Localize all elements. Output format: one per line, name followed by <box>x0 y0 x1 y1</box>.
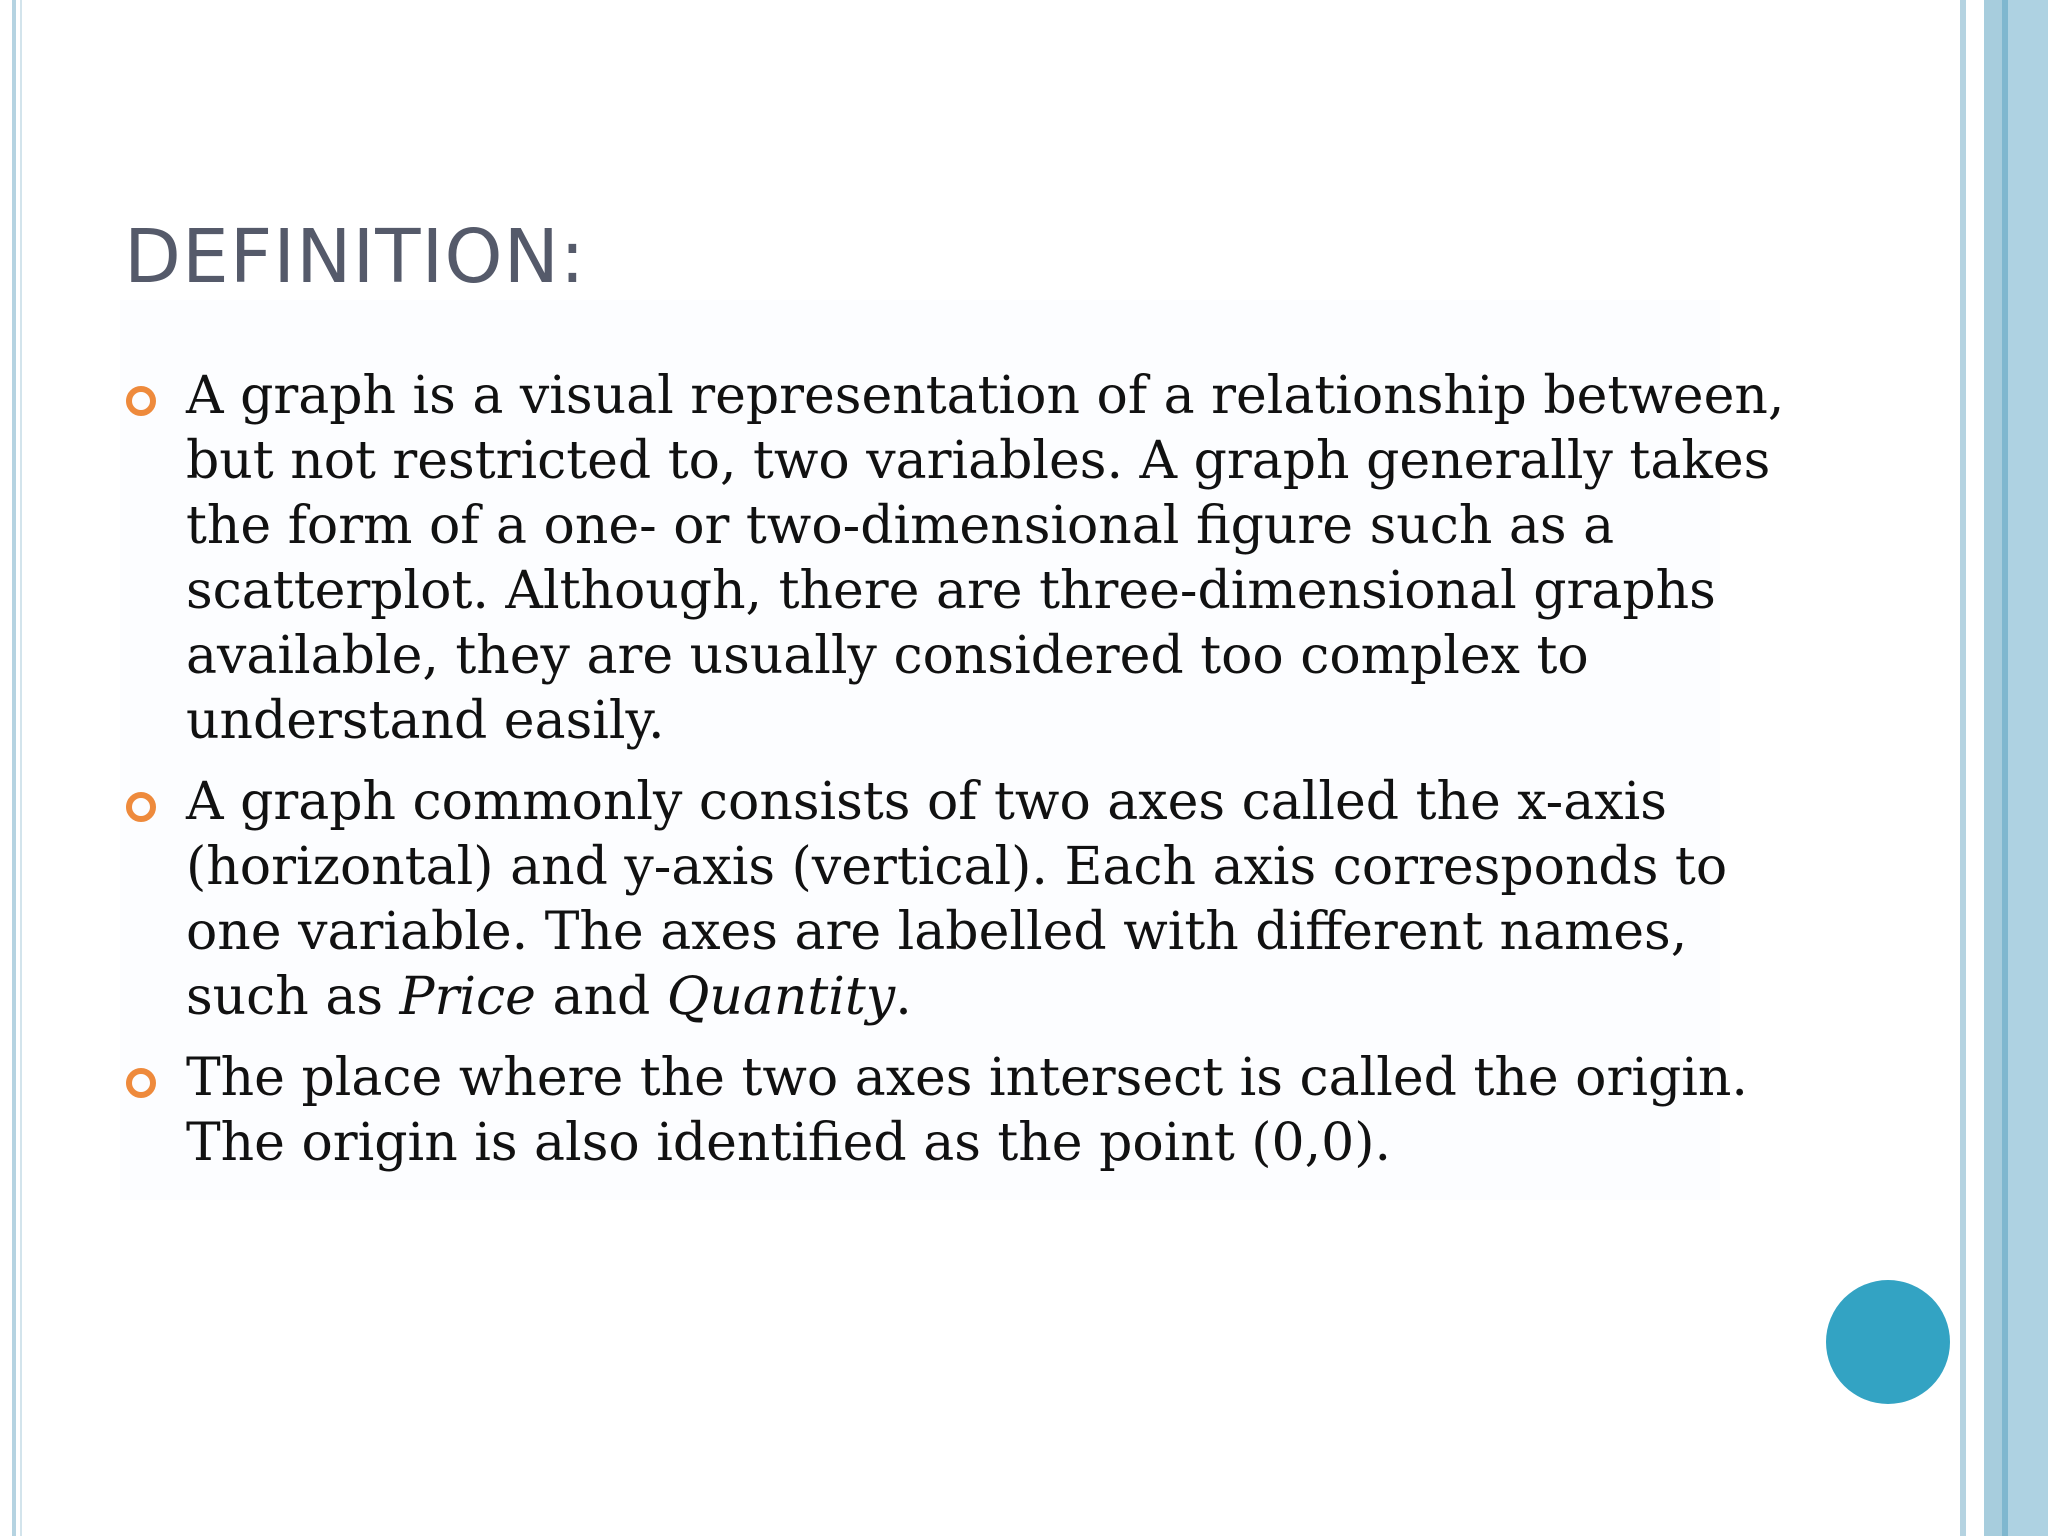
bullet-ring-icon <box>126 1068 156 1098</box>
bullet-text-segment: and <box>535 967 667 1027</box>
bullet-ring-icon <box>126 386 156 416</box>
bullet-text-segment: A graph commonly consists of two axes called the x-axis (horizontal) and y-axis (vertical). Each axis corresponds to one variable. The axes are labelled with different names, such as <box>186 772 1728 1027</box>
bullet-text: The place where the two axes intersect is called the origin. The origin is also identified as the point (0,0). <box>186 1048 1748 1173</box>
left-border-line-inner <box>20 0 22 1536</box>
decorative-circle <box>1826 1280 1950 1404</box>
right-border-stripe <box>2008 0 2048 1536</box>
bullet-text <box>186 770 1824 1030</box>
bullet-ring-icon <box>126 792 156 822</box>
right-border-stripe <box>1984 0 2002 1536</box>
bullet-item <box>124 1046 1824 1176</box>
bullet-item <box>124 770 1824 1030</box>
right-border-stripe <box>1960 0 1966 1536</box>
italic-term-quantity: Quantity <box>666 967 896 1027</box>
bullet-text: A graph is a visual representation of a relationship between, but not restricted to, two variables. A graph generally takes the form of a one- or two-dimensional figure such as a scatterplot. Although, there are three-dimensional graphs available, they are usually considered too complex to understand easily. <box>186 366 1785 751</box>
bullet-item <box>124 364 1824 754</box>
right-border-gap <box>1970 0 1984 1536</box>
bullet-text-segment: . <box>895 967 912 1027</box>
slide-title: DEFINITION: <box>124 214 586 300</box>
bullet-list <box>124 364 1824 1192</box>
left-border-line <box>12 0 16 1536</box>
italic-term-price: Price <box>399 967 536 1027</box>
